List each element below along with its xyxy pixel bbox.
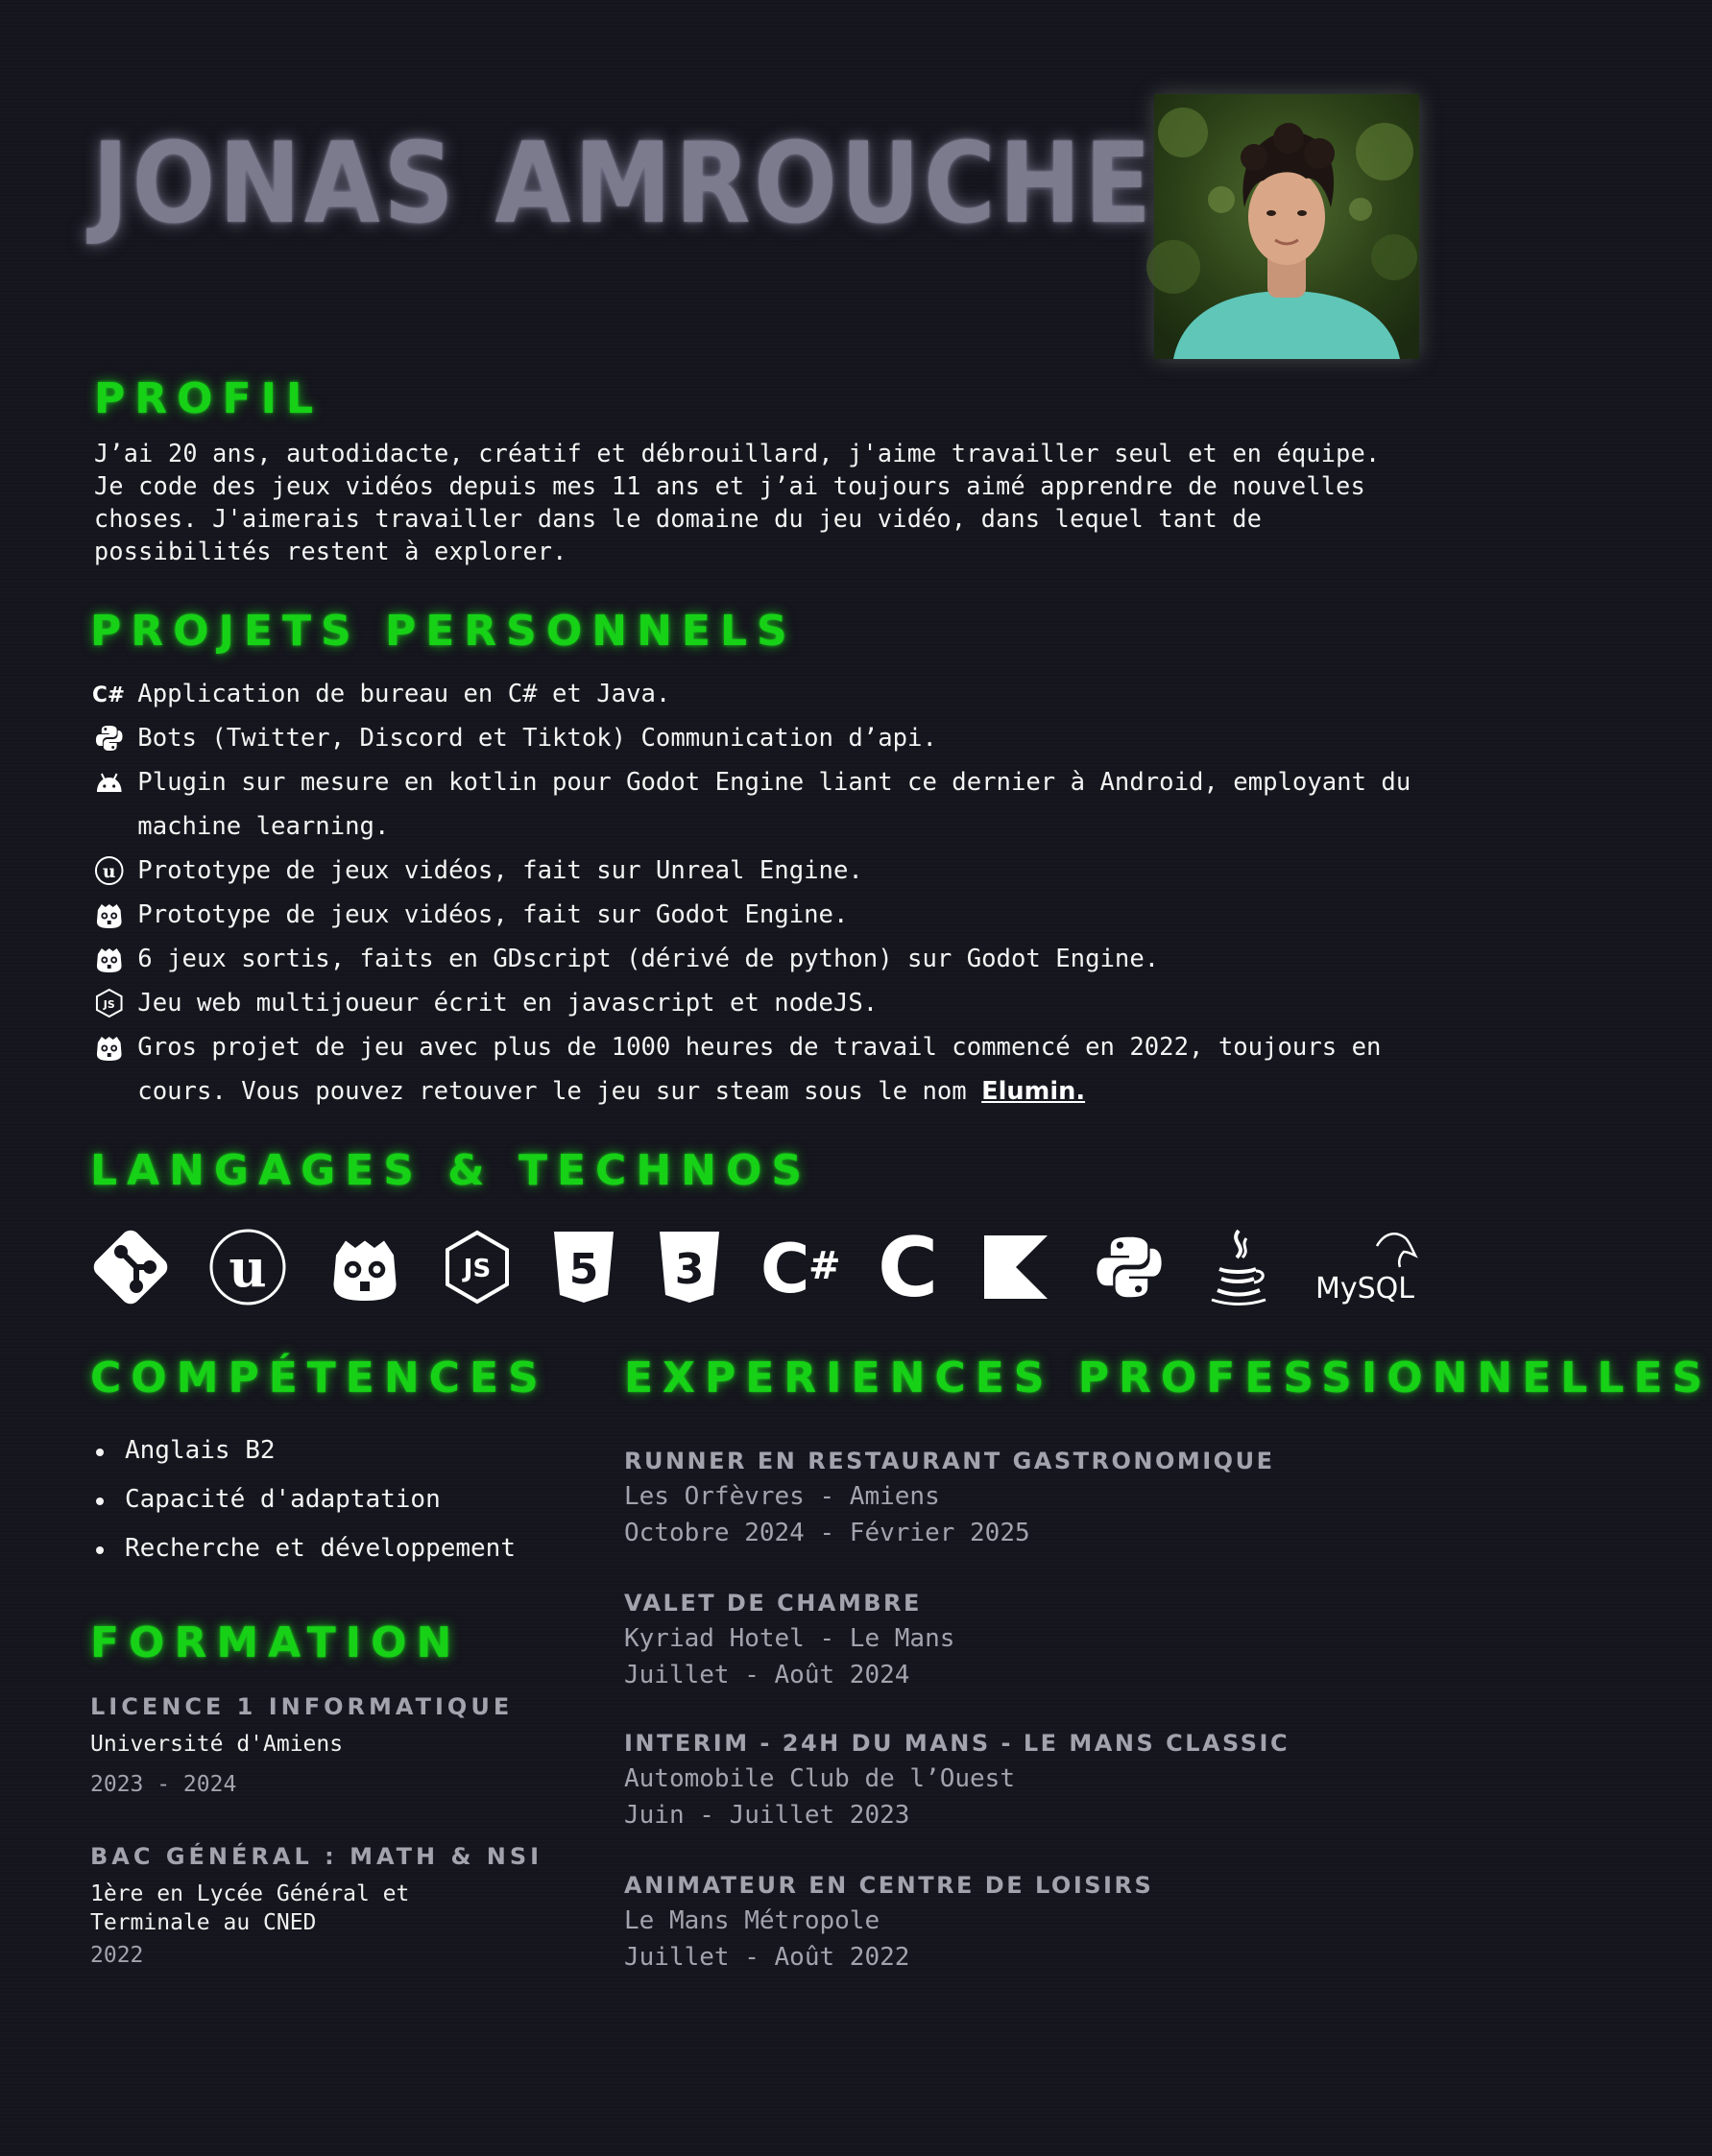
- list-item: Recherche et développement: [92, 1524, 516, 1573]
- c-icon: [878, 1219, 945, 1315]
- python-icon: [92, 725, 126, 752]
- mysql-icon: [1314, 1219, 1421, 1315]
- list-item: [92, 893, 1435, 937]
- html5-icon: [549, 1219, 618, 1315]
- mysql-label: MySQL: [1315, 1272, 1415, 1306]
- svg-text:C: C: [760, 1230, 810, 1308]
- git-icon: [88, 1219, 173, 1315]
- list-item: [92, 937, 1435, 981]
- project-text: Jeu web multijoueur écrit en javascript et nodeJS.: [137, 989, 879, 1018]
- formation-year: 2022: [90, 1943, 144, 1968]
- svg-text:u: u: [102, 860, 116, 883]
- java-icon: [1204, 1219, 1271, 1315]
- list-item: [92, 672, 1435, 716]
- profile-photo: [1154, 94, 1419, 359]
- school-name: Université d'Amiens: [90, 1732, 344, 1757]
- godot-icon: [92, 1034, 126, 1061]
- projects-list: [92, 672, 1456, 1114]
- list-item: [92, 760, 1435, 849]
- godot-icon: [92, 901, 126, 928]
- project-text: Application de bureau en C# et Java.: [137, 680, 671, 708]
- svg-text:JS: JS: [103, 997, 115, 1012]
- section-title-competences: COMPÉTENCES: [90, 1353, 548, 1402]
- section-title-formation: FORMATION: [90, 1618, 462, 1667]
- list-item: [92, 981, 1435, 1025]
- job-title: VALET DE CHAMBRE: [624, 1590, 922, 1617]
- formation-year: 2023 - 2024: [90, 1772, 237, 1797]
- job-title: INTERIM - 24H DU MANS - LE MANS CLASSIC: [624, 1730, 1290, 1757]
- nodejs-icon: [442, 1219, 513, 1315]
- godot-icon: [326, 1219, 403, 1315]
- android-icon: [92, 769, 126, 796]
- svg-text:3: 3: [674, 1245, 705, 1294]
- project-text: Prototype de jeux vidéos, fait sur Unreal Engine.: [137, 856, 863, 885]
- csharp-icon: [92, 681, 126, 707]
- skills-list: [92, 1426, 516, 1573]
- project-text: 6 jeux sortis, faits en GDscript (dérivé de python) sur Godot Engine.: [137, 945, 1160, 973]
- section-title-projets: PROJETS PERSONNELS: [90, 607, 797, 656]
- elumin-link[interactable]: Elumin.: [981, 1077, 1086, 1106]
- experience-item: [624, 1590, 954, 1693]
- project-text: Bots (Twitter, Discord et Tiktok) Communication d’api.: [137, 724, 937, 753]
- school-name-line2: Terminale au CNED: [90, 1910, 317, 1935]
- list-item: Anglais B2: [92, 1426, 516, 1475]
- formation-item: [90, 1843, 543, 1970]
- svg-text:u: u: [229, 1237, 267, 1299]
- unreal-icon: [92, 857, 126, 884]
- unreal-icon: [207, 1219, 288, 1315]
- job-place: Kyriad Hotel - Le Mans: [624, 1624, 955, 1653]
- nodejs-icon: [92, 990, 126, 1017]
- section-title-experiences: EXPERIENCES PROFESSIONNELLES: [624, 1353, 1712, 1402]
- experience-item: [624, 1872, 1153, 1976]
- page-title: JONAS AMROUCHE: [92, 119, 1155, 249]
- job-dates: Juillet - Août 2022: [624, 1943, 910, 1972]
- python-icon: [1093, 1219, 1166, 1315]
- formation-item: [90, 1693, 513, 1799]
- experience-item: [624, 1730, 1290, 1833]
- svg-text:C#: C#: [92, 683, 126, 708]
- godot-icon: [92, 946, 126, 972]
- project-text: Plugin sur mesure en kotlin pour Godot Engine liant ce dernier à Android, employant du machine learning.: [137, 768, 1411, 841]
- job-dates: Juin - Juillet 2023: [624, 1801, 910, 1830]
- degree-title: LICENCE 1 INFORMATIQUE: [90, 1693, 514, 1720]
- job-place: Les Orfèvres - Amiens: [624, 1482, 940, 1511]
- project-text: Gros projet de jeu avec plus de 1000 heures de travail commencé en 2022, toujours en cours. Vous pouvez retouver le jeu sur steam sous le nom: [137, 1033, 1382, 1106]
- svg-text:C: C: [878, 1220, 939, 1316]
- project-text: Prototype de jeux vidéos, fait sur Godot Engine.: [137, 900, 849, 929]
- job-title: RUNNER EN RESTAURANT GASTRONOMIQUE: [624, 1448, 1275, 1474]
- svg-text:JS: JS: [463, 1255, 492, 1283]
- section-title-profil: PROFIL: [94, 374, 323, 423]
- list-item: Capacité d'adaptation: [92, 1475, 516, 1524]
- school-name-line1: 1ère en Lycée Général et: [90, 1881, 410, 1906]
- profile-text: J’ai 20 ans, autodidacte, créatif et débrouillard, j'aime travailler seul et en équipe. Je code des jeux vidéos depuis mes 11 ans et j’ai toujours aimé apprendre de nouvelles choses. J'aimerais travailler dans le domaine du jeu vidéo, dans lequel tant de possibilités restent à explorer.: [94, 440, 1381, 566]
- experience-item: [624, 1448, 1274, 1551]
- svg-text:#: #: [808, 1244, 841, 1288]
- technos-icons-row: [88, 1219, 1433, 1315]
- job-dates: Octobre 2024 - Février 2025: [624, 1519, 1030, 1547]
- csharp-icon: [760, 1219, 853, 1315]
- svg-text:5: 5: [568, 1245, 599, 1294]
- list-item: [92, 1025, 1435, 1114]
- job-place: Le Mans Métropole: [624, 1906, 880, 1935]
- degree-title: BAC GÉNÉRAL : MATH & NSI: [90, 1843, 543, 1870]
- section-title-technos: LANGAGES & TECHNOS: [90, 1146, 812, 1195]
- list-item: [92, 849, 1435, 893]
- list-item: [92, 716, 1435, 760]
- job-title: ANIMATEUR EN CENTRE DE LOISIRS: [624, 1872, 1154, 1899]
- job-place: Automobile Club de l’Ouest: [624, 1764, 1015, 1793]
- job-dates: Juillet - Août 2024: [624, 1661, 910, 1689]
- kotlin-icon: [981, 1219, 1050, 1315]
- css3-icon: [655, 1219, 724, 1315]
